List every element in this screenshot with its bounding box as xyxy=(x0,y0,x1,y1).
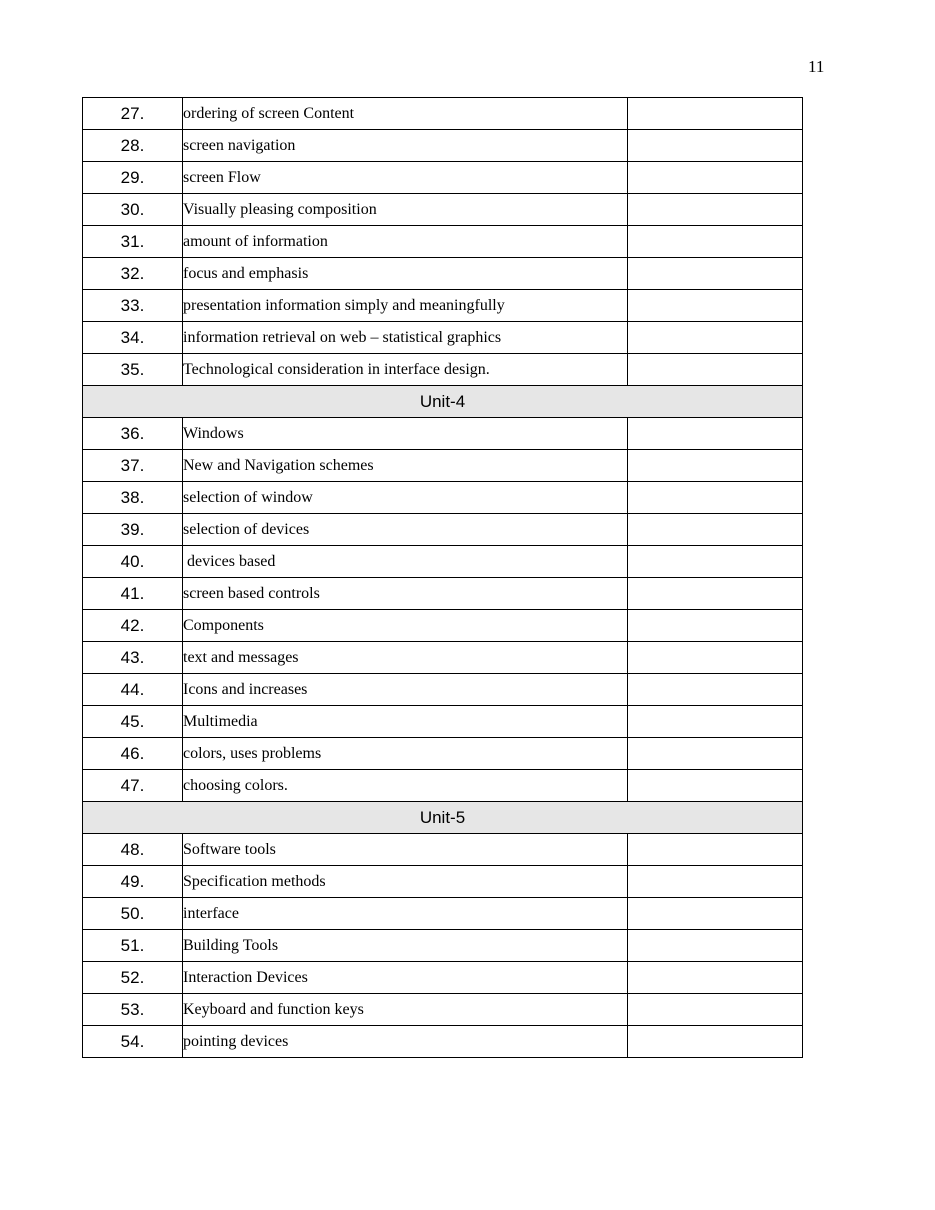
row-empty-cell xyxy=(628,418,803,450)
row-topic: New and Navigation schemes xyxy=(183,450,628,482)
table-row xyxy=(83,674,803,706)
table-row xyxy=(83,898,803,930)
row-number: 38. xyxy=(83,482,183,514)
row-number: 54. xyxy=(83,1026,183,1058)
unit-header-row xyxy=(83,802,803,834)
row-topic: Software tools xyxy=(183,834,628,866)
table-row xyxy=(83,482,803,514)
row-number: 36. xyxy=(83,418,183,450)
row-empty-cell xyxy=(628,674,803,706)
row-number: 31. xyxy=(83,226,183,258)
row-number: 34. xyxy=(83,322,183,354)
row-number: 43. xyxy=(83,642,183,674)
row-topic: information retrieval on web – statistical graphics xyxy=(183,322,628,354)
table-row xyxy=(83,226,803,258)
row-empty-cell xyxy=(628,1026,803,1058)
row-number: 52. xyxy=(83,962,183,994)
table-row xyxy=(83,98,803,130)
table-row xyxy=(83,866,803,898)
row-number: 28. xyxy=(83,130,183,162)
page-number: 11 xyxy=(808,57,825,76)
row-number: 41. xyxy=(83,578,183,610)
row-topic: text and messages xyxy=(183,642,628,674)
row-topic: Components xyxy=(183,610,628,642)
table-row xyxy=(83,450,803,482)
row-number: 46. xyxy=(83,738,183,770)
table-row xyxy=(83,322,803,354)
row-topic: Technological consideration in interface design. xyxy=(183,354,628,386)
row-topic: amount of information xyxy=(183,226,628,258)
table-row xyxy=(83,610,803,642)
row-empty-cell xyxy=(628,898,803,930)
row-topic: screen navigation xyxy=(183,130,628,162)
row-empty-cell xyxy=(628,162,803,194)
row-empty-cell xyxy=(628,738,803,770)
row-empty-cell xyxy=(628,354,803,386)
row-number: 44. xyxy=(83,674,183,706)
row-number: 29. xyxy=(83,162,183,194)
row-empty-cell xyxy=(628,866,803,898)
table-row xyxy=(83,706,803,738)
table-row xyxy=(83,194,803,226)
row-empty-cell xyxy=(628,194,803,226)
row-empty-cell xyxy=(628,130,803,162)
row-number: 48. xyxy=(83,834,183,866)
row-topic: Interaction Devices xyxy=(183,962,628,994)
row-topic: Specification methods xyxy=(183,866,628,898)
row-topic: Keyboard and function keys xyxy=(183,994,628,1026)
row-number: 47. xyxy=(83,770,183,802)
row-empty-cell xyxy=(628,834,803,866)
table-row xyxy=(83,962,803,994)
row-empty-cell xyxy=(628,258,803,290)
row-empty-cell xyxy=(628,546,803,578)
row-number: 27. xyxy=(83,98,183,130)
table-row xyxy=(83,258,803,290)
row-topic: interface xyxy=(183,898,628,930)
row-empty-cell xyxy=(628,706,803,738)
row-topic: Icons and increases xyxy=(183,674,628,706)
row-empty-cell xyxy=(628,930,803,962)
row-number: 42. xyxy=(83,610,183,642)
row-topic: screen Flow xyxy=(183,162,628,194)
row-topic: Visually pleasing composition xyxy=(183,194,628,226)
table-row xyxy=(83,130,803,162)
row-topic: Windows xyxy=(183,418,628,450)
row-number: 32. xyxy=(83,258,183,290)
row-topic: Building Tools xyxy=(183,930,628,962)
row-number: 51. xyxy=(83,930,183,962)
row-number: 30. xyxy=(83,194,183,226)
row-number: 40. xyxy=(83,546,183,578)
table-row xyxy=(83,546,803,578)
row-number: 35. xyxy=(83,354,183,386)
row-empty-cell xyxy=(628,578,803,610)
row-empty-cell xyxy=(628,514,803,546)
table-row xyxy=(83,162,803,194)
table-row xyxy=(83,834,803,866)
row-topic: selection of window xyxy=(183,482,628,514)
row-empty-cell xyxy=(628,450,803,482)
table-row xyxy=(83,994,803,1026)
row-topic: selection of devices xyxy=(183,514,628,546)
row-number: 50. xyxy=(83,898,183,930)
row-empty-cell xyxy=(628,770,803,802)
row-topic: devices based xyxy=(183,546,628,578)
table-row xyxy=(83,738,803,770)
table-body xyxy=(83,98,803,1058)
row-topic: screen based controls xyxy=(183,578,628,610)
row-number: 53. xyxy=(83,994,183,1026)
unit-header-label: Unit-5 xyxy=(83,802,803,834)
row-empty-cell xyxy=(628,994,803,1026)
table-row xyxy=(83,642,803,674)
row-empty-cell xyxy=(628,290,803,322)
row-topic: presentation information simply and meaningfully xyxy=(183,290,628,322)
row-number: 39. xyxy=(83,514,183,546)
row-number: 45. xyxy=(83,706,183,738)
table-row xyxy=(83,354,803,386)
table-row xyxy=(83,578,803,610)
table-row xyxy=(83,1026,803,1058)
row-number: 33. xyxy=(83,290,183,322)
row-topic: focus and emphasis xyxy=(183,258,628,290)
row-topic: choosing colors. xyxy=(183,770,628,802)
row-topic: pointing devices xyxy=(183,1026,628,1058)
table-row xyxy=(83,418,803,450)
row-empty-cell xyxy=(628,226,803,258)
lesson-plan-table xyxy=(82,97,803,1058)
table-row xyxy=(83,290,803,322)
unit-header-row xyxy=(83,386,803,418)
row-empty-cell xyxy=(628,322,803,354)
row-empty-cell xyxy=(628,482,803,514)
row-empty-cell xyxy=(628,98,803,130)
table-row xyxy=(83,930,803,962)
row-number: 37. xyxy=(83,450,183,482)
row-topic: Multimedia xyxy=(183,706,628,738)
table-row xyxy=(83,770,803,802)
row-topic: colors, uses problems xyxy=(183,738,628,770)
row-topic: ordering of screen Content xyxy=(183,98,628,130)
table-row xyxy=(83,514,803,546)
row-empty-cell xyxy=(628,962,803,994)
unit-header-label: Unit-4 xyxy=(83,386,803,418)
row-number: 49. xyxy=(83,866,183,898)
row-empty-cell xyxy=(628,642,803,674)
row-empty-cell xyxy=(628,610,803,642)
